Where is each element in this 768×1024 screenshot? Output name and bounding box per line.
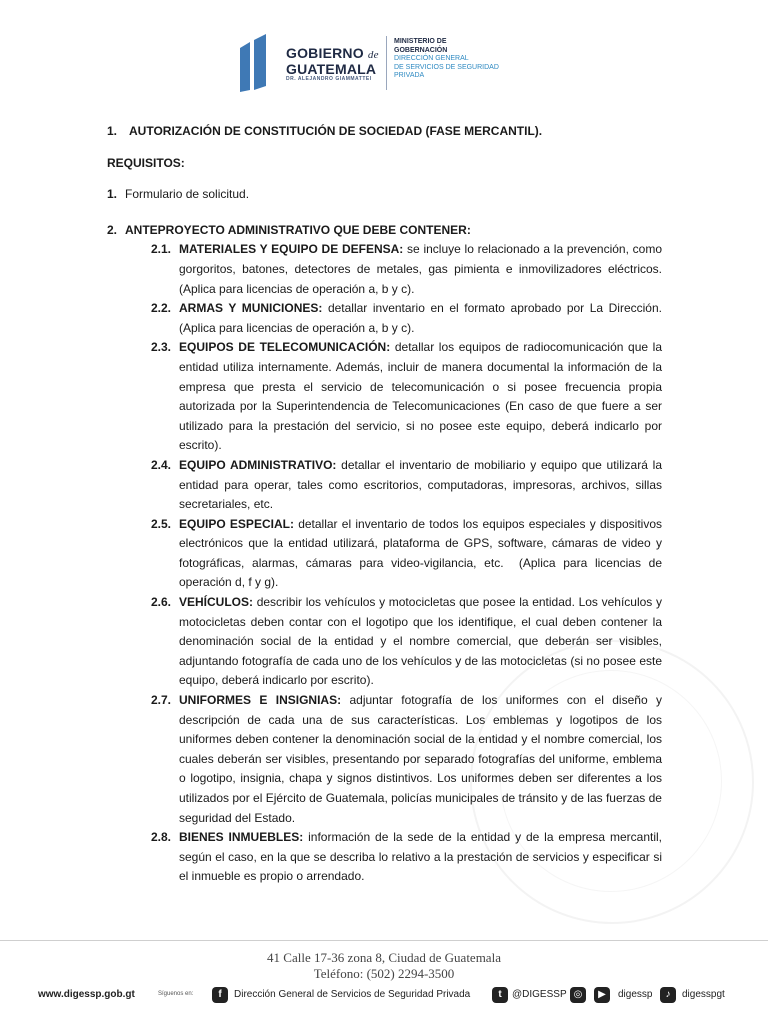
logo-title: GOBIERNO de GUATEMALA (286, 45, 379, 77)
subitem-title: MATERIALES Y EQUIPO DE DEFENSA: (179, 242, 404, 257)
footer-address: 41 Calle 17-36 zona 8, Ciudad de Guatemala Teléfono: (502) 2294-3500 (267, 950, 501, 981)
subitem-line: información de la sede de la entidad y de la empresa mercantil, (303, 830, 662, 845)
subitem (151, 828, 666, 887)
subitem-line: este equipo, deberá indicarlo por escrito). (179, 653, 666, 688)
subitem-line: los cuales deberán ser visibles, presentando por separado fotografías del uniforme, (179, 732, 666, 766)
facebook-icon[interactable]: f (212, 987, 228, 1003)
subitem-line: (Aplica para licencias de operación a, b y c). (179, 320, 415, 335)
youtube-link[interactable]: digessp (618, 989, 653, 1000)
subitem-text (179, 338, 666, 456)
subitem-text (179, 593, 666, 691)
list-item-1: 1. Formulario de solicitud. (107, 187, 250, 202)
subitem-title: EQUIPO ESPECIAL: (179, 516, 294, 531)
ministry-name: MINISTERIO DE GOBERNACIÓN DIRECCIÓN GENERAL DE SERVICIOS DE SEGURIDAD PRIVADA (394, 38, 499, 80)
subitem (151, 240, 662, 299)
subitem-title: BIENES INMUEBLES: (179, 830, 304, 845)
subitem-text (179, 515, 662, 593)
subitem-line: escrito). (179, 438, 222, 453)
subitem (151, 338, 666, 456)
subitem-text (179, 828, 666, 887)
subitem-number: 2.5. (151, 516, 172, 531)
subitem-line: detallar inventario en el formato aprobado por La Dirección. (322, 301, 662, 316)
subitem-title: VEHÍCULOS: (179, 595, 254, 610)
section-heading: 1. AUTORIZACIÓN DE CONSTITUCIÓN DE SOCIEDAD (FASE MERCANTIL). (107, 124, 543, 138)
subitem-line: electrónicos que la entidad utilizará, plataforma de GPS, software, cámaras de video y (179, 536, 662, 551)
subitem-line: descripción de cada una de sus características. Los emblemas y logotipos de los (179, 712, 662, 727)
subitem (151, 593, 666, 691)
subitem (151, 299, 662, 338)
document-body (107, 122, 666, 887)
instagram-icon[interactable]: ◎ (570, 987, 586, 1003)
subitem-line: describir los vehículos y motocicletas que posee la entidad. Los vehículos (253, 595, 653, 610)
subitem-line: fotográficas, alarmas, cámaras para video-vigilancia, etc. (Aplica para licencias de (179, 555, 662, 570)
subitem-text (179, 299, 662, 338)
subitem-line: diferentes a los utilizados por el Ejército de Guatemala, policías municipales de tránsito (179, 771, 666, 805)
logo-subtitle: DR. ALEJANDRO GIAMMATTEI (286, 76, 372, 82)
subitem-title: EQUIPO ADMINISTRATIVO: (179, 457, 337, 472)
government-logo-icon (238, 34, 278, 92)
subitem-line: según el caso, en la que se describa lo relativo a la prestación de servicios y especificar (179, 849, 650, 864)
subitem (151, 456, 666, 515)
subitem-line: entidad utiliza internamente. Además, incluir de manera documental la información de (179, 359, 648, 374)
subitem (151, 691, 666, 828)
header-logo (238, 30, 528, 96)
subitem-line: uniformes deben contener la denominación social de la entidad y el nombre comercial, (179, 732, 644, 747)
subitem-line: gorgoritos, batones, detectores de metales, gas pimienta e inmovilizadores eléctricos. (179, 261, 662, 276)
subitem-text (179, 240, 662, 299)
twitter-link[interactable]: @DIGESSP (512, 989, 567, 1000)
subitem-line: adjuntando fotografía de cada uno de los vehículos y de las motocicletas (si no posee (179, 653, 636, 668)
subitem-line: adjuntar fotografía de los uniformes con el diseño y (341, 693, 663, 708)
subitem-number: 2.1. (151, 242, 172, 257)
subitem-line: autorizada por la Superintendencia de Telecomunicaciones (En caso de que fuere a ser (179, 399, 662, 414)
tiktok-icon[interactable]: ♪ (660, 987, 676, 1003)
subitem-number: 2.2. (151, 301, 172, 316)
subitem-line: y de las fuerzas de seguridad del Estado. (179, 791, 666, 825)
subitem-line: detallar los equipos de radiocomunicación que la (390, 340, 662, 355)
subitem-line: si el inmueble es propio o arrendado. (179, 849, 666, 884)
footer-divider (0, 940, 768, 941)
subitems-list (107, 240, 666, 887)
subitem (151, 515, 662, 593)
footer-bar (0, 986, 768, 1006)
logo-divider (386, 36, 387, 90)
subitem-line: la empresa que presta el servicio de telecomunicación o si posee frecuencia propia (179, 359, 666, 394)
subitem-line: utilizado para la prestación del servicio, si no posee este equipo, deberá indicarlo por (179, 418, 662, 433)
subitem-line: emblema o logotipo, insignia, chapa y signos distintivos. Los uniformes deben ser (179, 751, 666, 786)
twitter-icon[interactable]: t (492, 987, 508, 1003)
subitem-number: 2.8. (151, 830, 172, 845)
subitem-title: ARMAS Y MUNICIONES: (179, 301, 323, 316)
tiktok-link[interactable]: digesspgt (682, 989, 725, 1000)
youtube-icon[interactable]: ▶ (594, 987, 610, 1003)
subitem-number: 2.6. (151, 595, 172, 610)
subitem-line: detallar el inventario de mobiliario y equipo que utilizará (336, 457, 648, 472)
subitem-number: 2.7. (151, 693, 172, 708)
subitem-text (179, 691, 666, 828)
subitem-line: la denominación social de la entidad y el nombre comercial, que deberán ser visibles, (179, 614, 666, 649)
website-link[interactable]: www.digessp.gob.gt (38, 989, 135, 1000)
subitem-line: operación d, f y g). (179, 575, 279, 590)
subitem-line: se incluye lo relacionado a la prevención, como (403, 242, 663, 257)
subitem-line: detallar el inventario de todos los equipos especiales y dispositivos (293, 516, 662, 531)
subitem-number: 2.4. (151, 457, 172, 472)
facebook-link[interactable]: Dirección General de Servicios de Seguridad Privada (234, 989, 471, 1000)
list-item-2: 2. ANTEPROYECTO ADMINISTRATIVO QUE DEBE CONTENER: (107, 222, 471, 237)
subitem-number: 2.3. (151, 340, 172, 355)
subitem-line: y motocicletas deben contar con el logotipo que los identifique, el cual deben contener (179, 595, 666, 629)
requisitos-heading: REQUISITOS: (107, 155, 185, 170)
subitem-line: la entidad para operar, tales como escritorios, computadoras, impresoras, archivos, (179, 457, 666, 492)
subitem-line: (Aplica para licencias de operación a, b y c). (179, 281, 415, 296)
subitem-line: sillas secretariales, etc. (179, 477, 666, 512)
subitem-title: UNIFORMES E INSIGNIAS: (179, 693, 342, 708)
subitem-text (179, 456, 666, 515)
follow-label: Síguenos en: (158, 991, 194, 997)
subitem-title: EQUIPOS DE TELECOMUNICACIÓN: (179, 340, 391, 355)
